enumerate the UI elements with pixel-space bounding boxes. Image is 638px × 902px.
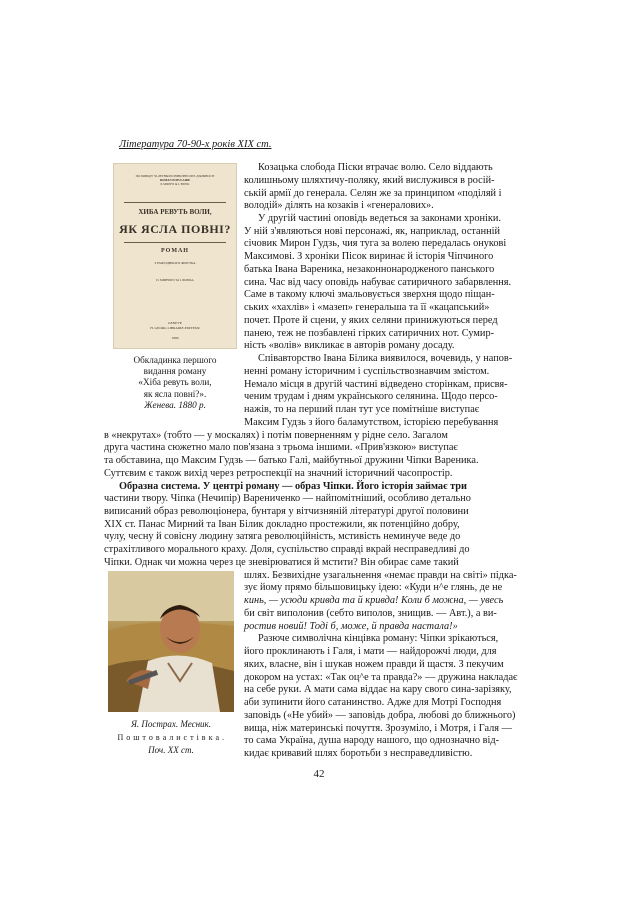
text-line: яких, власне, він і шукав ножем правди й щастя. З пекучим [244,658,504,670]
text-line: сина. Час від часу оповідь набуває сатиричного забарвлення. [244,276,512,288]
text-line: заповідь («Не убий» — заповідь добра, любові до ближнього) [244,709,516,721]
painting-illustration [108,571,234,712]
text-line: володій» ділять на козаків і «генералових». [244,200,434,212]
text-line: нажів, то на перший план тут усе помітніше виступає [244,404,480,415]
cover-publisher: GENEVE H. GEORG LIBRAIRE-EDITEUR [150,321,200,330]
text-line: вища, ніж материнські почуття. Зрозуміло, і Мотря, і Галя — [244,722,512,734]
cover-top-text: ПО ПОВОДУ 50-ЛЕТНЬОГО ЮВИЛЕЮ ЛИТ. ДІЯЛЬНОСТІ ROMAN POPULAIRE P. MIRNYI & I. BILYK [135,174,215,186]
cover-genre: РОМАН [161,248,189,254]
text-line: в «некрутах» (тобто — у москалях) і потім поверненням у рідне село. Загалом [104,429,448,441]
text-line: аби зупинити його сатанинство. Адже для Мотрі Господня [244,697,502,708]
text-line: кидає кривавий шлях боротьби з несправедливістю. [244,748,473,759]
text-line: друга частина сюжетно мало пов'язана з трьома іншими. «Прив'язкою» виступає [104,442,458,454]
cover-rule [124,202,226,203]
running-header: Література 70-90-х років XIX ст. [119,139,272,150]
text-line: У ній з'являються нові персонажі, як, наприклад, останній [244,225,500,237]
text-line: Максим Гудзь з його баламутством, історією перебування [244,416,499,428]
text-line: XIX ст. Панас Мирний та Іван Білик докладно простежили, як потенційно добру, [104,518,460,530]
cover-subtitle: З НАРОДНЬОГО ЖИТТЬА [154,261,196,265]
avenger-painting-image [108,571,234,712]
text-line: панею, теж не позбавлені гірких сатиричних нот. Сумир- [244,327,495,339]
cover-caption: Обкладинка першого видання роману «Хіба ревуть воли, як ясла повні?». Женева. 1880 р. [133,355,217,410]
text-line: частини твору. Чіпка (Нечипір) Варениченко — найпомітніший, особливо детально [104,493,471,505]
text-line: Немало місця в другій частині відведено сторінкам, присвя- [244,378,508,390]
cover-rule [124,242,226,243]
text-line: січовик Мирон Гудзь, чия туга за волею передалась онукові [244,238,507,250]
text-line: ській армії до генерала. Селян же за принципом «поділяй і [244,187,502,199]
cover-year: 1880 [171,336,179,340]
text-line: би світ виполонив (себто виполов, знищив. — Авт.), а ви- [244,607,497,619]
text-line: зує йому прямо більшовицьку ідею: «Куди н^е глянь, де не [244,582,503,594]
text-line: шлях. Безвихідне узагальнення «немає правди на світі» підка- [244,569,517,581]
text-line: Саме в такому ключі змальовується зверхня щодо піщан- [244,289,495,301]
text-line: Чіпки. Однак чи можна через це зневірюватися й мстити? Він обирає саме такий [104,556,459,568]
text-line: чулу, чесну й совісну людину затяга революційність, мстивість неминуче веде до [104,531,461,543]
text-line: почет. Проте й сцени, у яких селяни принижуються перед [244,314,498,326]
book-cover-image [113,163,237,349]
painting-caption: Я. Пострах. Месник. П о ш т о в а л и с т і в к а . Поч. XX ст. [117,719,225,755]
text-line: Максимові. З хроніки Пісок виринає й історія Чіпчиного [244,251,494,263]
text-line: ростив новий! Тоді б, може, й правда настала!» [244,620,458,632]
text-line: та обставина, що Максим Гудзь — батько Галі, майбутньої дружини Чіпки Вареника. [104,455,479,466]
text-line: колишньому шляхтичу-поляку, який вислужився в росій- [244,174,495,186]
text-line: батька Івана Вареника, незаконнонародженого панського [244,263,495,275]
cover-authors: П. МИРНОГО ТА І. БІЛИКА [156,278,194,282]
text-line: Суттєвим є також вихід через ретроспекції на значний історичний часопростір. [104,467,453,479]
text-line: страхітливого морального краху. Доля, суспільство справді вкрай несправедливі до [104,544,470,556]
text-line: ченим трудам і дням українського селянина. Щодо персо- [244,391,498,403]
text-line: ність «волів» викликає в авторів роману досаду. [244,340,455,352]
section-heading-line: Образна система. У центрі роману — образ Чіпки. Його історія займає три [119,480,467,492]
text-line: його проклинають і Галя, і мати — найдорожчі люди, для [244,646,497,658]
cover-title-line1: ХИБА РЕВУТЬ ВОЛИ, [138,208,212,216]
text-line: Разюче символічна кінцівка роману: Чіпки зрікаються, [258,633,499,645]
text-line: У другій частині оповідь ведеться за законами хроніки. [258,213,501,224]
text-line: Співавторство Івана Білика виявилося, вочевидь, у напов- [258,353,513,365]
cover-title-line2: ЯК ЯСЛА ПОВНІ? [119,222,231,236]
text-line: ських «хахлів» і «мазеп» генеральша та її «кацапський» [244,302,490,314]
text-line: кинь, — усюди кривда та й кривда! Коли б можна, — увесь [244,595,504,607]
text-line: то сама Україна, душа народу нашого, що однозначно від- [244,735,500,747]
text-line: на себе руки. А мати сама віддає на кару свого сина-зарізяку, [244,684,512,696]
text-line: ненні роману історичним і суспільствознавчим змістом. [244,365,490,377]
text-line: виписаний образ революціонера, бунтаря у вітчизняній літературі другої половини [104,506,469,517]
page-number: 42 [313,768,325,780]
text-line: докором на устах: «Так оц^е та правда?» — дружина накладає [244,671,518,683]
text-line: Козацька слобода Піски втрачає волю. Село віддають [258,162,493,173]
